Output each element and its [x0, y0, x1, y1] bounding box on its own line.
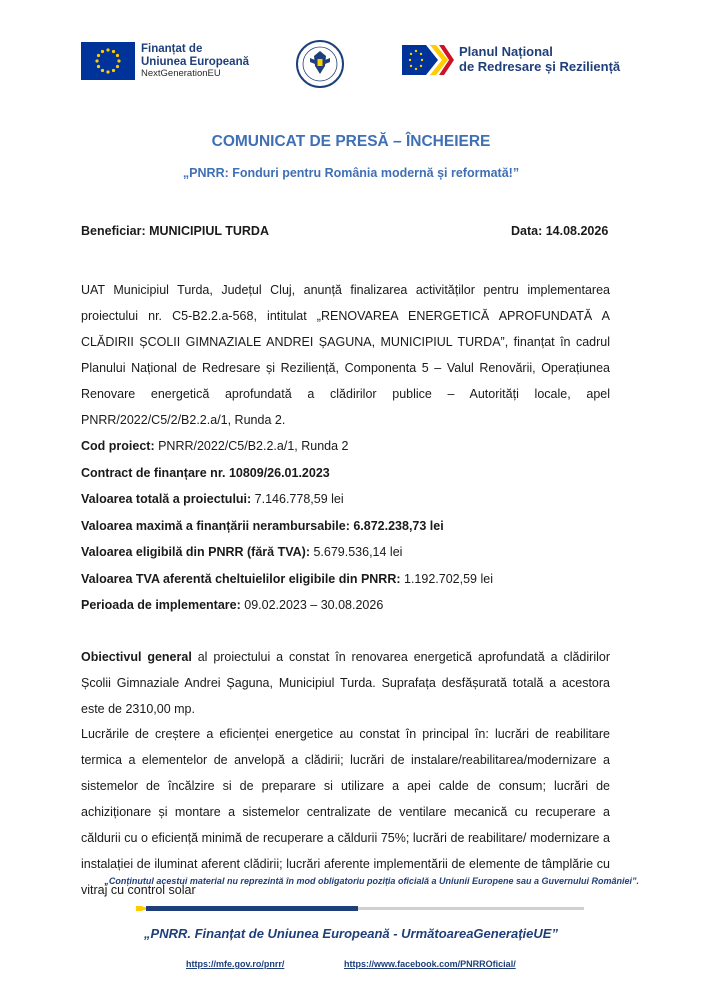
max-grant-value: Valoarea maximă a finanțării nerambursabile: 6.872.238,73 lei [81, 518, 444, 533]
beneficiary: Beneficiar: MUNICIPIUL TURDA [81, 224, 269, 238]
project-code-value: PNRR/2022/C5/B2.2.a/1, Runda 2 [154, 439, 349, 453]
pnrr-logo [402, 45, 620, 75]
objective-label: Obiectivul general [81, 650, 192, 664]
eu-logo-line3: NextGenerationEU [141, 67, 221, 79]
footer-slogan: „PNRR. Finanțat de Uniunea Europeană - UrmătoareaGenerațieUE” [144, 926, 558, 941]
eligible-value-amount: 5.679.536,14 lei [310, 545, 403, 559]
pnrr-logo-line1: Planul Național [459, 44, 553, 60]
eligible-value-label: Valoarea eligibilă din PNRR (fără TVA): [81, 545, 310, 559]
implementation-period-value: 09.02.2023 – 30.08.2026 [240, 598, 384, 612]
financing-contract: Contract de finanțare nr. 10809/26.01.2023 [81, 465, 330, 480]
total-value-label: Valoarea totală a proiectului: [81, 492, 252, 506]
vat-value-label: Valoarea TVA aferentă cheltuielilor eligibile din PNRR: [81, 571, 401, 586]
objective-text: al proiectului a constat în renovarea energetică aprofundată a clădirilor Școlii Gimnaziale Andrei Șaguna, Municipiul Turda. Suprafața desfășurată totală a acestora este de 2310,00 mp. [81, 650, 610, 716]
implementation-period [81, 592, 621, 619]
page-title: COMUNICAT DE PRESĂ – ÎNCHEIERE [211, 133, 491, 150]
romanian-government-seal-icon [296, 40, 344, 88]
eu-logo-text [141, 43, 249, 79]
mfe-link[interactable]: https://mfe.gov.ro/pnrr/ [186, 959, 285, 969]
vat-value [81, 566, 621, 593]
project-code-label: Cod proiect: [81, 439, 155, 453]
total-value-amount: 7.146.778,59 lei [251, 492, 344, 506]
facebook-link[interactable]: https://www.facebook.com/PNRROficial/ [344, 959, 516, 969]
eu-flag-icon [81, 42, 135, 80]
disclaimer: „Conținutul acestui material nu reprezintă în mod obligatoriu poziția oficială a Uniunii Europene sau a Guvernului României”. [104, 876, 639, 886]
pnrr-logo-text [459, 45, 620, 75]
footer-divider-bar [136, 906, 584, 912]
project-info-list [81, 433, 621, 619]
pnrr-flag-arrow-icon [402, 45, 454, 75]
vat-value-amount: 1.192.702,59 lei [400, 571, 493, 586]
project-code [81, 433, 621, 460]
date: Data: 14.08.2026 [511, 224, 609, 238]
page-subtitle: „PNRR: Fonduri pentru România modernă și reformată!” [182, 166, 520, 180]
eu-logo-line1: Finanțat de [141, 42, 203, 55]
works-paragraph: Lucrările de creștere a eficienței energetice au constat în principal în: lucrări de reabilitare termica a elementelor de anvelopă a clădirii; lucrări de instalare/reabilitarea/modernizare a sistemelor de încălzire si de preparare si utilizare a apei calde de consum; lucrări de achiziționare și montare a sistemelor centralizate de ventilare mecanică cu recuperare a căldurii cu o eficiență minimă de recuperare a căldurii 75%; lucrări de reabilitare/ modernizare a instalației de iluminat aferent clădirii; lucrări aferente implementării de elemente de tâmplărie cu vitraj cu control solar [81, 727, 610, 897]
eligible-value [81, 539, 621, 566]
intro-paragraph: UAT Municipiul Turda, Județul Cluj, anunță finalizarea activităților pentru implementarea proiectului nr. C5-B2.2.a-568, intitulat „RENOVAREA ENERGETICĂ APROFUNDATĂ A CLĂDIRII ȘCOLII GIMNAZIALE ANDREI ȘAGUNA, MUNICIPIUL TURDA”, finanțat în cadrul Planului Național de Redresare și Reziliență, Componenta 5 – Valul Renovării, Operațiunea Renovare energetică aprofundată a clădirilor publice – Autorități locale, apel PNRR/2022/C5/2/B2.2.a/1, Runda 2. [81, 283, 610, 427]
implementation-period-label: Perioada de implementare: [81, 598, 241, 612]
eu-funding-logo [81, 42, 249, 80]
eu-logo-line2: Uniunea Europeană [141, 55, 249, 68]
total-value [81, 486, 621, 513]
objective-paragraph [81, 644, 610, 722]
pnrr-logo-line2: de Redresare și Reziliență [459, 59, 621, 74]
